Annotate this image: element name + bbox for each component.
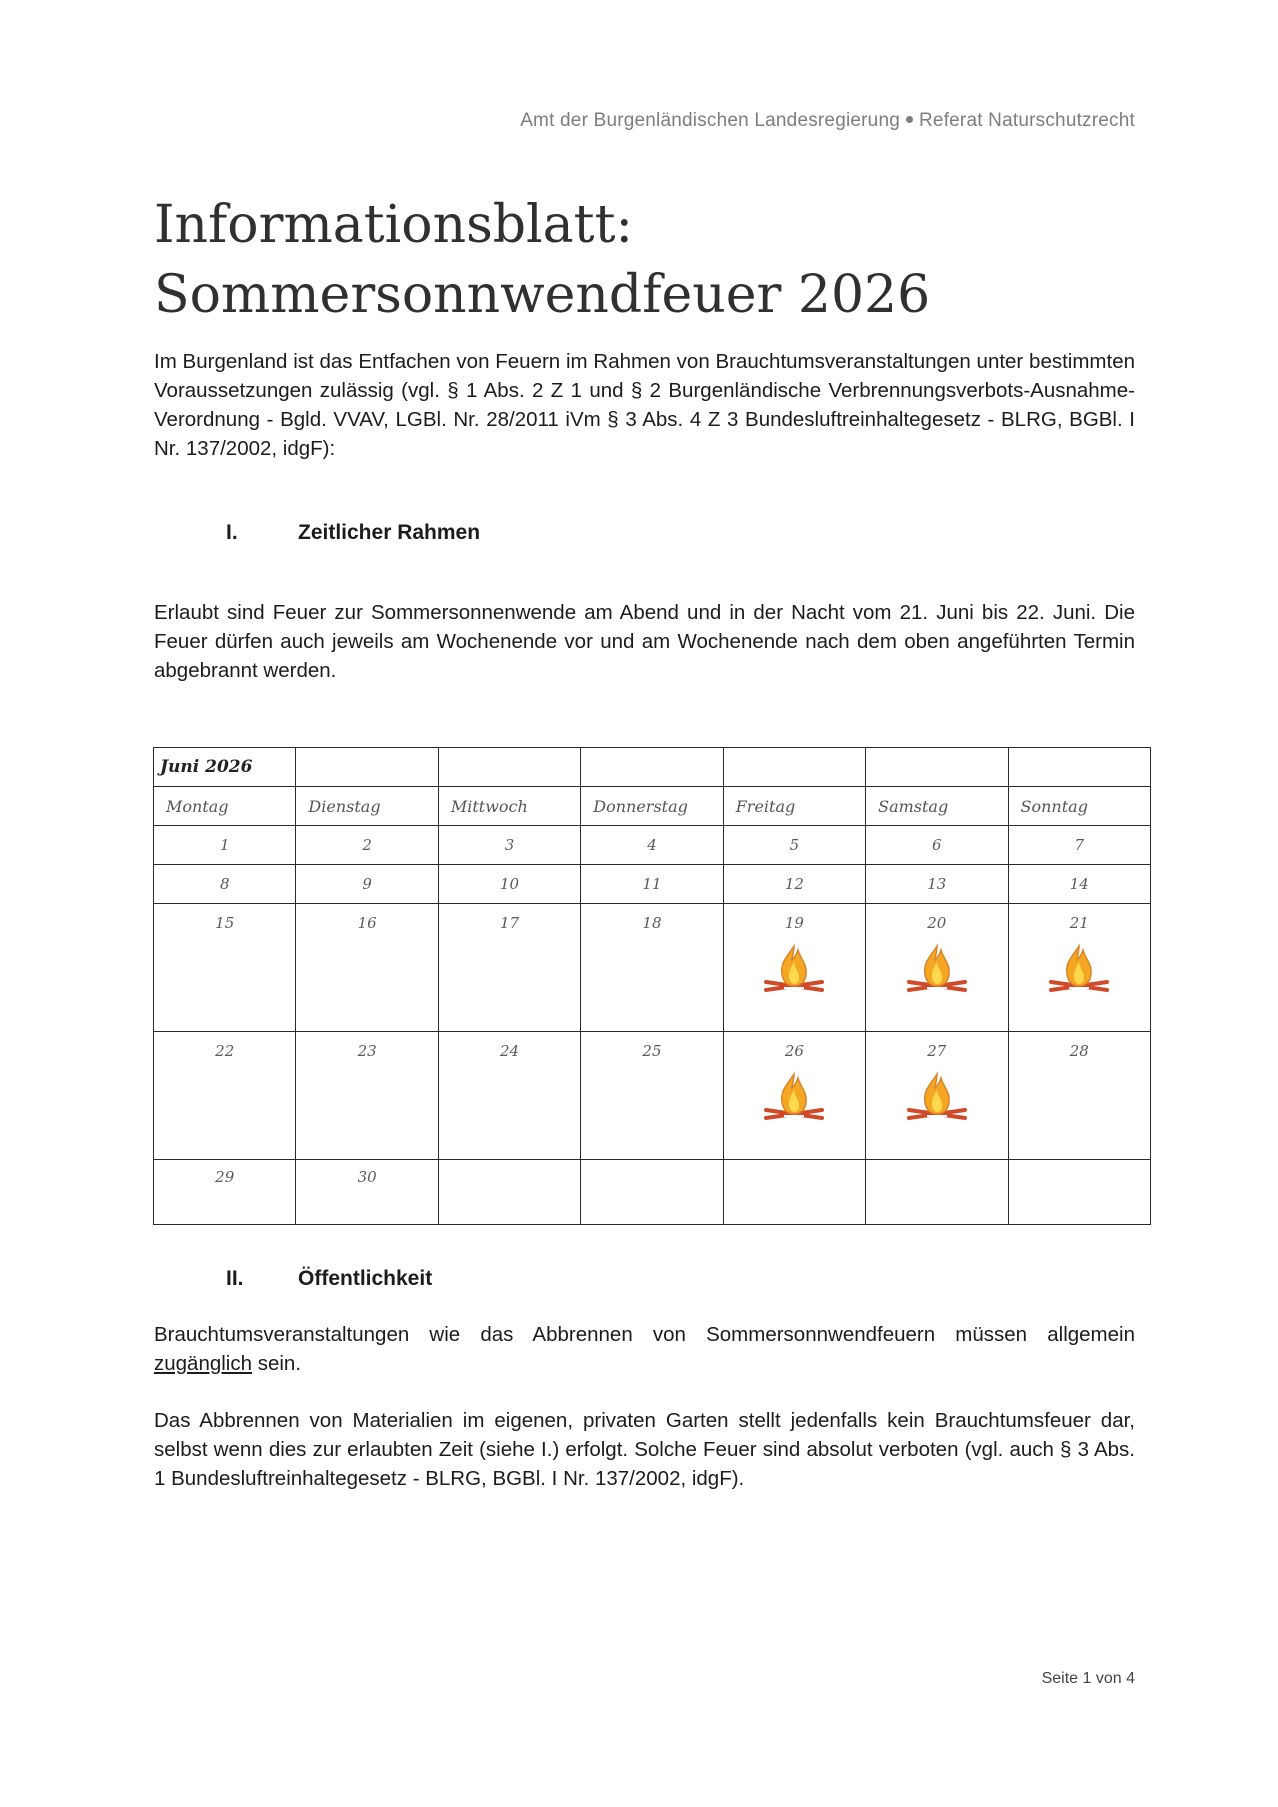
day-number: 1 bbox=[219, 836, 230, 854]
weekday-header: Mittwoch bbox=[438, 787, 580, 826]
calendar-day-cell bbox=[723, 904, 865, 1032]
day-number: 17 bbox=[500, 914, 520, 932]
day-number: 19 bbox=[784, 914, 804, 932]
weekday-header: Donnerstag bbox=[581, 787, 723, 826]
day-number: 28 bbox=[1069, 1042, 1089, 1060]
day-number: 7 bbox=[1074, 836, 1085, 854]
day-number: 16 bbox=[357, 914, 377, 932]
campfire-icon bbox=[905, 1070, 969, 1128]
calendar-day-cell bbox=[723, 865, 865, 904]
bullet-separator bbox=[906, 116, 913, 123]
day-number: 30 bbox=[357, 1168, 377, 1186]
day-number: 15 bbox=[215, 914, 235, 932]
calendar-day-cell bbox=[581, 826, 723, 865]
calendar-day-cell bbox=[438, 1032, 580, 1160]
calendar-day-cell bbox=[1008, 865, 1150, 904]
page-number: Seite 1 von 4 bbox=[1041, 1670, 1135, 1687]
intro-paragraph: Im Burgenland ist das Entfachen von Feuern im Rahmen von Brauchtumsveranstaltungen unter bestimmten Voraussetzungen zulässig (vgl. § 1 Abs. 2 Z 1 und § 2 Burgenländische Verbrennungsverbots-Ausnahme-Verordnung - Bgld. VVAV, LGBl. Nr. 28/2011 iVm § 3 Abs. 4 Z 3 Bundesluftreinhaltegesetz - BLRG, BGBl. I Nr. 137/2002, idgF): bbox=[154, 350, 1135, 460]
day-number: 14 bbox=[1069, 875, 1089, 893]
day-number: 10 bbox=[500, 875, 520, 893]
campfire-icon bbox=[905, 942, 969, 1000]
day-number: 20 bbox=[927, 914, 947, 932]
calendar-title-empty-cell bbox=[1008, 748, 1150, 787]
title-line-2: Sommersonnwendfeuer 2026 bbox=[154, 265, 931, 325]
calendar-empty-cell bbox=[438, 1160, 580, 1225]
day-number: 6 bbox=[932, 836, 942, 854]
day-number: 9 bbox=[362, 875, 372, 893]
day-number: 5 bbox=[789, 836, 800, 854]
day-number: 26 bbox=[784, 1042, 804, 1060]
weekday-header: Montag bbox=[154, 787, 296, 826]
day-number: 22 bbox=[215, 1042, 235, 1060]
calendar-month-title: Juni 2026 bbox=[154, 748, 296, 787]
calendar-week-row bbox=[154, 1032, 1151, 1160]
calendar-day-cell bbox=[1008, 904, 1150, 1032]
document-title bbox=[154, 190, 1154, 330]
section-2-title: Öffentlichkeit bbox=[298, 1267, 433, 1290]
calendar-day-cell bbox=[1008, 826, 1150, 865]
day-number: 18 bbox=[642, 914, 662, 932]
calendar-day-cell bbox=[154, 1032, 296, 1160]
calendar-day-cell bbox=[296, 904, 438, 1032]
section-2-text-start: Brauchtumsveranstaltungen wie das Abbrennen von Sommersonnwendfeuern müssen allgemein bbox=[154, 1323, 1135, 1346]
header-office: Amt der Burgenländischen Landesregierung bbox=[520, 110, 900, 131]
weekday-header: Sonntag bbox=[1008, 787, 1150, 826]
weekday-header: Dienstag bbox=[296, 787, 438, 826]
day-number: 21 bbox=[1069, 914, 1089, 932]
title-line-1: Informationsblatt: bbox=[154, 195, 633, 255]
calendar-empty-cell bbox=[581, 1160, 723, 1225]
calendar-title-row bbox=[154, 748, 1151, 787]
calendar-day-cell bbox=[438, 904, 580, 1032]
calendar-day-cell bbox=[581, 1032, 723, 1160]
june-calendar bbox=[153, 747, 1151, 1225]
day-number: 12 bbox=[784, 875, 804, 893]
calendar-day-cell bbox=[438, 826, 580, 865]
calendar-empty-cell bbox=[1008, 1160, 1150, 1225]
page-header bbox=[520, 110, 1135, 132]
calendar-title-empty-cell bbox=[296, 748, 438, 787]
calendar-day-cell bbox=[154, 826, 296, 865]
header-department: Referat Naturschutzrecht bbox=[919, 110, 1135, 131]
day-number: 24 bbox=[500, 1042, 520, 1060]
calendar-day-cell bbox=[296, 826, 438, 865]
day-number: 13 bbox=[927, 875, 947, 893]
day-number: 11 bbox=[642, 875, 662, 893]
calendar-title-empty-cell bbox=[866, 748, 1008, 787]
section-1-text: Erlaubt sind Feuer zur Sommersonnenwende am Abend und in der Nacht vom 21. Juni bis 22. Juni. Die Feuer dürfen auch jeweils am Wochenende vor und am Wochenende nach dem oben angeführten Termin abgebrannt werden. bbox=[154, 601, 1135, 682]
calendar-day-cell bbox=[581, 904, 723, 1032]
underlined-word: zugänglich bbox=[154, 1352, 253, 1375]
calendar-day-cell bbox=[154, 1160, 296, 1225]
calendar-empty-cell bbox=[866, 1160, 1008, 1225]
calendar-day-cell bbox=[723, 826, 865, 865]
calendar-day-cell bbox=[1008, 1032, 1150, 1160]
calendar-day-cell bbox=[866, 1032, 1008, 1160]
section-1-title: Zeitlicher Rahmen bbox=[298, 521, 481, 544]
calendar-day-cell bbox=[296, 1032, 438, 1160]
day-number: 8 bbox=[219, 875, 230, 893]
calendar-day-cell bbox=[723, 1032, 865, 1160]
calendar-day-cell bbox=[154, 865, 296, 904]
calendar-weekday-row bbox=[154, 787, 1151, 826]
calendar-week-row bbox=[154, 865, 1151, 904]
day-number: 3 bbox=[504, 836, 515, 854]
campfire-icon bbox=[1047, 942, 1111, 1000]
calendar-title-empty-cell bbox=[581, 748, 723, 787]
day-number: 29 bbox=[215, 1168, 235, 1186]
calendar-title-empty-cell bbox=[723, 748, 865, 787]
calendar-week-row bbox=[154, 1160, 1151, 1225]
calendar-day-cell bbox=[296, 865, 438, 904]
day-number: 4 bbox=[647, 836, 657, 854]
section-1-heading bbox=[226, 521, 480, 545]
section-2-text-end: sein. bbox=[257, 1352, 302, 1375]
section-2-text-2: Das Abbrennen von Materialien im eigenen, privaten Garten stellt jedenfalls kein Brauchtumsfeuer dar, selbst wenn dies zur erlaubten Zeit (siehe I.) erfolgt. Solche Feuer sind absolut verboten (vgl. auch § 3 Abs. 1 Bundesluftreinhaltegesetz - BLRG, BGBl. I Nr. 137/2002, idgF). bbox=[154, 1409, 1135, 1490]
day-number: 25 bbox=[642, 1042, 662, 1060]
weekday-header: Samstag bbox=[866, 787, 1008, 826]
calendar-day-cell bbox=[296, 1160, 438, 1225]
calendar-day-cell bbox=[866, 826, 1008, 865]
calendar-day-cell bbox=[866, 865, 1008, 904]
calendar-title-empty-cell bbox=[438, 748, 580, 787]
section-2-number: II. bbox=[226, 1267, 244, 1290]
calendar-day-cell bbox=[154, 904, 296, 1032]
campfire-icon bbox=[762, 1070, 826, 1128]
calendar-empty-cell bbox=[723, 1160, 865, 1225]
section-2-heading bbox=[226, 1267, 432, 1291]
calendar-week-row bbox=[154, 826, 1151, 865]
calendar-day-cell bbox=[866, 904, 1008, 1032]
day-number: 2 bbox=[362, 836, 372, 854]
day-number: 23 bbox=[357, 1042, 377, 1060]
day-number: 27 bbox=[927, 1042, 947, 1060]
campfire-icon bbox=[762, 942, 826, 1000]
calendar-week-row bbox=[154, 904, 1151, 1032]
calendar-day-cell bbox=[438, 865, 580, 904]
calendar-day-cell bbox=[581, 865, 723, 904]
section-2-text bbox=[154, 1320, 1135, 1378]
weekday-header: Freitag bbox=[723, 787, 865, 826]
section-1-number: I. bbox=[226, 521, 238, 544]
